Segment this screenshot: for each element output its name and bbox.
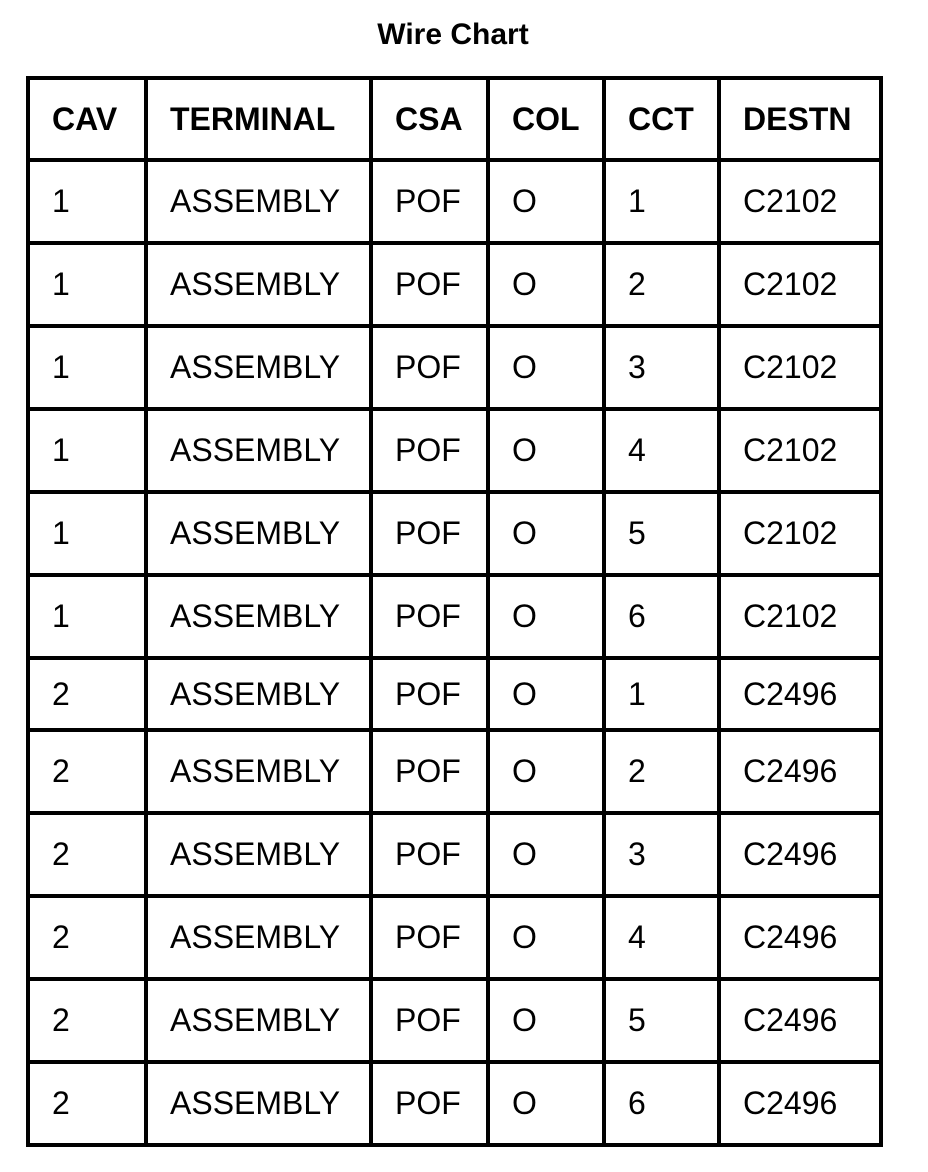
cell-csa: POF xyxy=(371,658,488,730)
cell-csa: POF xyxy=(371,730,488,813)
cell-cct: 3 xyxy=(604,813,719,896)
cell-cct: 4 xyxy=(604,409,719,492)
cell-cav: 2 xyxy=(28,1062,146,1145)
table-row xyxy=(28,979,881,1062)
cell-cct: 5 xyxy=(604,492,719,575)
table-row xyxy=(28,243,881,326)
cell-cav: 2 xyxy=(28,979,146,1062)
cell-terminal: ASSEMBLY xyxy=(146,979,371,1062)
cell-col: O xyxy=(488,243,604,326)
cell-col: O xyxy=(488,1062,604,1145)
table-row xyxy=(28,575,881,658)
cell-destn: C2102 xyxy=(719,243,881,326)
cell-cct: 1 xyxy=(604,160,719,243)
header-row xyxy=(28,78,881,160)
cell-csa: POF xyxy=(371,896,488,979)
cell-cav: 1 xyxy=(28,243,146,326)
cell-cav: 1 xyxy=(28,575,146,658)
cell-csa: POF xyxy=(371,575,488,658)
cell-csa: POF xyxy=(371,243,488,326)
cell-col: O xyxy=(488,730,604,813)
cell-destn: C2496 xyxy=(719,896,881,979)
cell-destn: C2496 xyxy=(719,979,881,1062)
cell-cct: 4 xyxy=(604,896,719,979)
cell-cav: 1 xyxy=(28,326,146,409)
cell-csa: POF xyxy=(371,1062,488,1145)
cell-terminal: ASSEMBLY xyxy=(146,730,371,813)
cell-terminal: ASSEMBLY xyxy=(146,1062,371,1145)
table-row xyxy=(28,730,881,813)
header-destn: DESTN xyxy=(719,78,881,160)
cell-csa: POF xyxy=(371,492,488,575)
cell-cct: 1 xyxy=(604,658,719,730)
cell-terminal: ASSEMBLY xyxy=(146,658,371,730)
cell-destn: C2496 xyxy=(719,1062,881,1145)
table-row xyxy=(28,492,881,575)
cell-terminal: ASSEMBLY xyxy=(146,896,371,979)
cell-terminal: ASSEMBLY xyxy=(146,575,371,658)
cell-cav: 2 xyxy=(28,896,146,979)
wire-chart-table xyxy=(26,76,883,1147)
cell-destn: C2102 xyxy=(719,160,881,243)
cell-cav: 1 xyxy=(28,160,146,243)
cell-cct: 6 xyxy=(604,575,719,658)
cell-cct: 2 xyxy=(604,730,719,813)
header-cct: CCT xyxy=(604,78,719,160)
cell-terminal: ASSEMBLY xyxy=(146,409,371,492)
cell-csa: POF xyxy=(371,160,488,243)
cell-terminal: ASSEMBLY xyxy=(146,160,371,243)
cell-cav: 1 xyxy=(28,409,146,492)
cell-col: O xyxy=(488,979,604,1062)
cell-csa: POF xyxy=(371,326,488,409)
cell-col: O xyxy=(488,160,604,243)
cell-cct: 2 xyxy=(604,243,719,326)
page-title: Wire Chart xyxy=(377,18,529,51)
cell-destn: C2496 xyxy=(719,658,881,730)
table-row xyxy=(28,658,881,730)
table-row xyxy=(28,813,881,896)
cell-csa: POF xyxy=(371,979,488,1062)
table-row xyxy=(28,326,881,409)
cell-csa: POF xyxy=(371,813,488,896)
cell-terminal: ASSEMBLY xyxy=(146,492,371,575)
cell-terminal: ASSEMBLY xyxy=(146,326,371,409)
table-row xyxy=(28,160,881,243)
cell-destn: C2102 xyxy=(719,409,881,492)
cell-cav: 2 xyxy=(28,813,146,896)
header-cav: CAV xyxy=(28,78,146,160)
cell-col: O xyxy=(488,492,604,575)
cell-csa: POF xyxy=(371,409,488,492)
cell-destn: C2496 xyxy=(719,813,881,896)
cell-destn: C2102 xyxy=(719,492,881,575)
table-row xyxy=(28,896,881,979)
cell-destn: C2496 xyxy=(719,730,881,813)
cell-cct: 5 xyxy=(604,979,719,1062)
cell-col: O xyxy=(488,409,604,492)
header-col: COL xyxy=(488,78,604,160)
cell-col: O xyxy=(488,658,604,730)
header-terminal: TERMINAL xyxy=(146,78,371,160)
table-row xyxy=(28,409,881,492)
cell-destn: C2102 xyxy=(719,326,881,409)
cell-cav: 2 xyxy=(28,658,146,730)
cell-col: O xyxy=(488,896,604,979)
cell-destn: C2102 xyxy=(719,575,881,658)
header-csa: CSA xyxy=(371,78,488,160)
cell-cav: 2 xyxy=(28,730,146,813)
cell-col: O xyxy=(488,326,604,409)
cell-terminal: ASSEMBLY xyxy=(146,243,371,326)
cell-cct: 3 xyxy=(604,326,719,409)
cell-terminal: ASSEMBLY xyxy=(146,813,371,896)
cell-cct: 6 xyxy=(604,1062,719,1145)
cell-col: O xyxy=(488,813,604,896)
cell-cav: 1 xyxy=(28,492,146,575)
cell-col: O xyxy=(488,575,604,658)
table-row xyxy=(28,1062,881,1145)
